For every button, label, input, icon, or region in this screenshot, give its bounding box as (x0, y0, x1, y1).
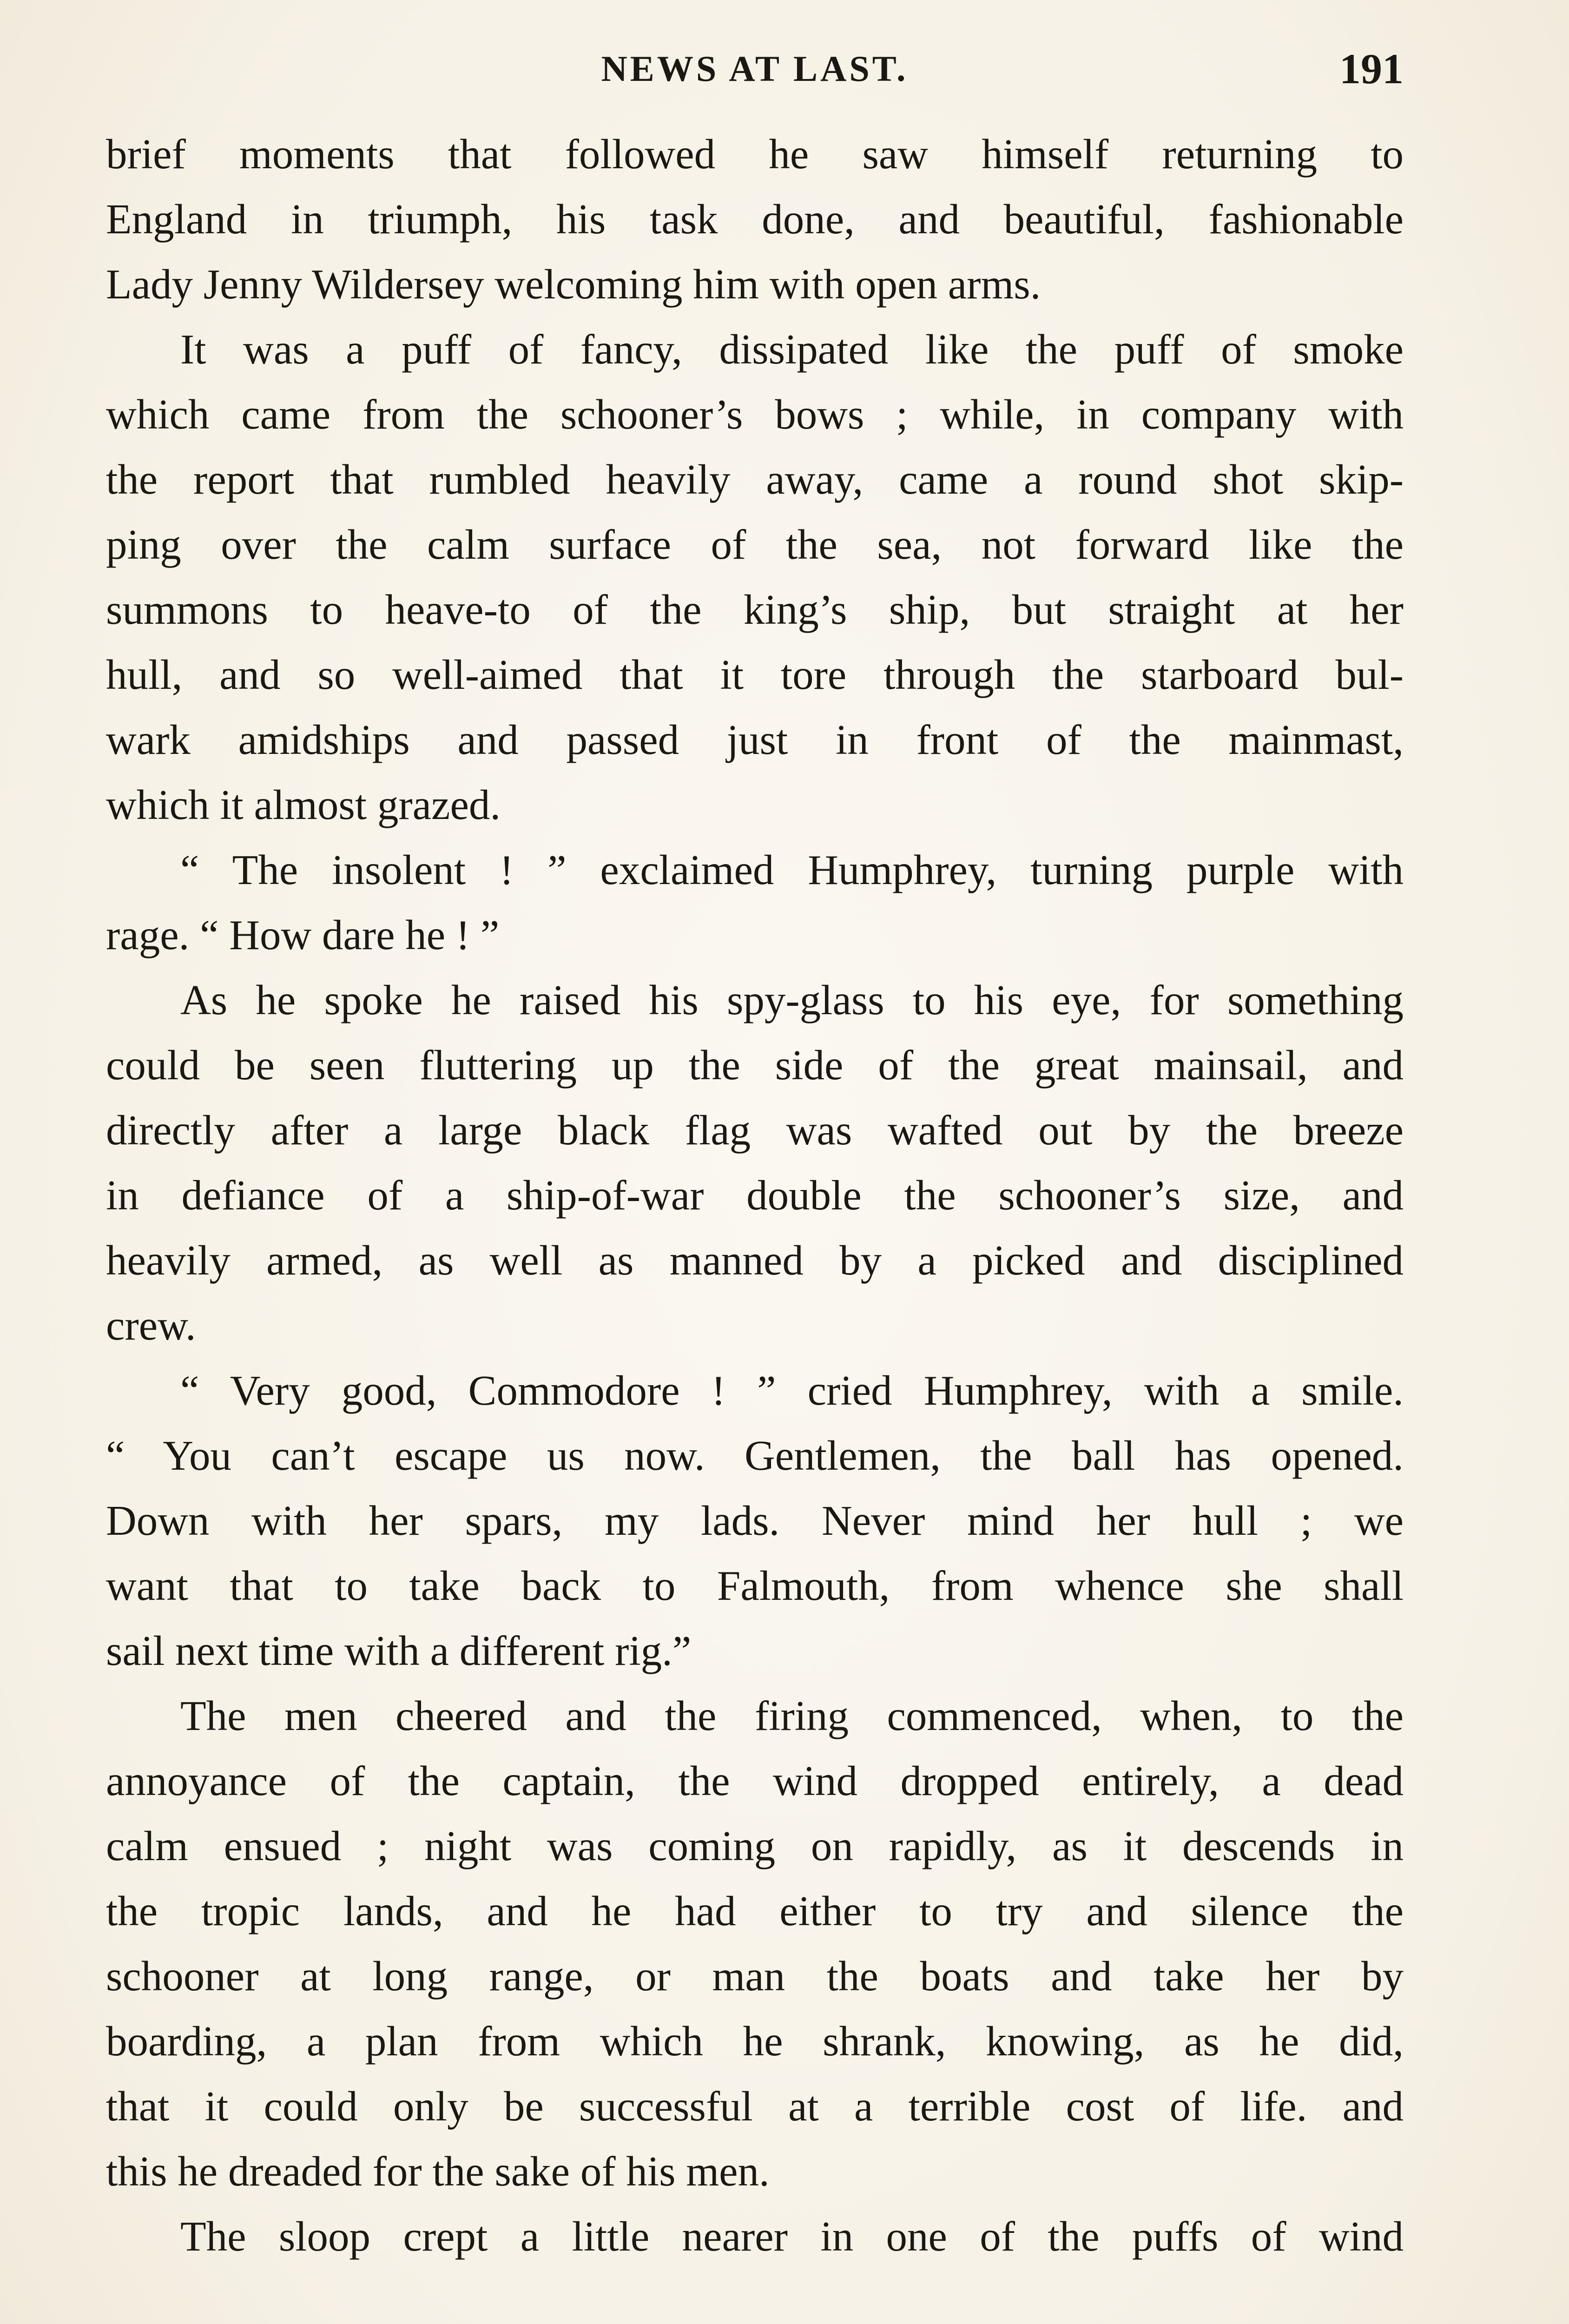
text-line: that it could only be successful at a terrible cost of life. and (106, 2083, 1404, 2130)
text-line: which it almost grazed. (106, 781, 501, 828)
text-line: hull, and so well-aimed that it tore through the starboard bul- (106, 651, 1404, 698)
text-line: which came from the schooner’s bows ; while, in company with (106, 391, 1404, 438)
text-line: “ You can’t escape us now. Gentlemen, the ball has opened. (106, 1432, 1404, 1479)
text-line: want that to take back to Falmouth, from whence she shall (106, 1562, 1404, 1609)
text-line: directly after a large black flag was wafted out by the breeze (106, 1107, 1404, 1154)
text-line: As he spoke he raised his spy-glass to his eye, for something (180, 977, 1404, 1023)
text-line: rage. “ How dare he ! ” (106, 911, 500, 958)
text-line: “ The insolent ! ” exclaimed Humphrey, turning purple with (180, 846, 1404, 893)
text-line: brief moments that followed he saw himself returning to (106, 131, 1404, 178)
text-line: the report that rumbled heavily away, came a round shot skip- (106, 456, 1404, 503)
text-line: schooner at long range, or man the boats and take her by (106, 1953, 1404, 2000)
text-line: this he dreaded for the sake of his men. (106, 2148, 770, 2195)
text-line: crew. (106, 1302, 196, 1349)
page-header (106, 44, 1404, 95)
text-line: the tropic lands, and he had either to try and silence the (106, 1888, 1404, 1934)
text-line: wark amidships and passed just in front of the mainmast, (106, 716, 1404, 763)
text-line: calm ensued ; night was coming on rapidly, as it descends in (106, 1822, 1404, 1869)
running-head: NEWS AT LAST. (601, 48, 909, 89)
text-line: England in triumph, his task done, and beautiful, fashionable (106, 196, 1404, 243)
page-number: 191 (1339, 45, 1404, 92)
text-line: boarding, a plan from which he shrank, knowing, as he did, (106, 2018, 1404, 2065)
text-line: “ Very good, Commodore ! ” cried Humphrey, with a smile. (180, 1367, 1404, 1414)
text-line: heavily armed, as well as manned by a picked and disciplined (106, 1237, 1404, 1284)
text-line: sail next time with a different rig.” (106, 1627, 692, 1674)
text-line: It was a puff of fancy, dissipated like the puff of smoke (180, 326, 1404, 373)
text-line: summons to heave-to of the king’s ship, but straight at her (106, 586, 1404, 633)
body-text (106, 122, 1404, 2269)
text-line: could be seen fluttering up the side of the great mainsail, and (106, 1042, 1404, 1089)
text-line: Down with her spars, my lads. Never mind her hull ; we (106, 1497, 1404, 1544)
text-line: The men cheered and the firing commenced, when, to the (180, 1692, 1404, 1739)
text-line: ping over the calm surface of the sea, not forward like the (106, 521, 1404, 568)
text-line: in defiance of a ship-of-war double the schooner’s size, and (106, 1172, 1404, 1219)
text-line: Lady Jenny Wildersey welcoming him with open arms. (106, 261, 1041, 308)
text-line: The sloop crept a little nearer in one of the puffs of wind (180, 2213, 1404, 2260)
text-line: annoyance of the captain, the wind dropped entirely, a dead (106, 1757, 1404, 1804)
